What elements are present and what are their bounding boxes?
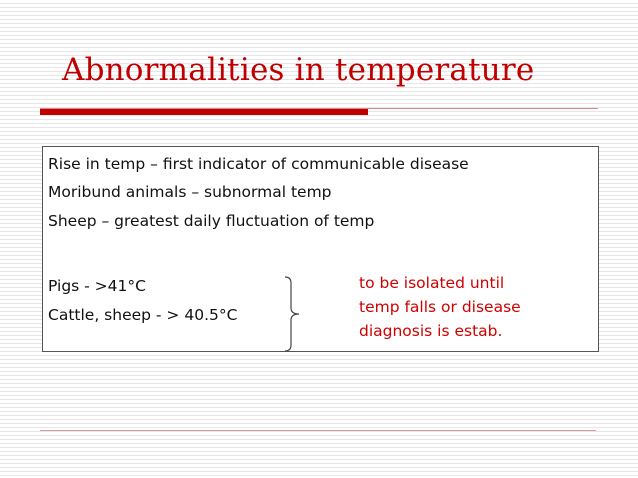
bottom-divider xyxy=(40,430,596,431)
bullet-line-3: Sheep – greatest daily fluctuation of temp xyxy=(48,212,375,230)
note-line-3: diagnosis is estab. xyxy=(359,322,503,340)
isolation-note xyxy=(359,271,559,343)
note-line-1: to be isolated until xyxy=(359,274,505,292)
bullet-line-2: Moribund animals – subnormal temp xyxy=(48,183,332,201)
bullet-line-5: Cattle, sheep - > 40.5°C xyxy=(48,306,238,324)
content-box xyxy=(42,146,599,352)
bullet-line-4: Pigs - >41°C xyxy=(48,277,146,295)
title-divider-accent xyxy=(40,109,368,115)
bullet-line-1: Rise in temp – first indicator of communicable disease xyxy=(48,155,469,173)
note-line-2: temp falls or disease xyxy=(359,298,521,316)
slide-title: Abnormalities in temperature xyxy=(62,52,535,88)
right-curly-brace-icon xyxy=(283,275,303,353)
